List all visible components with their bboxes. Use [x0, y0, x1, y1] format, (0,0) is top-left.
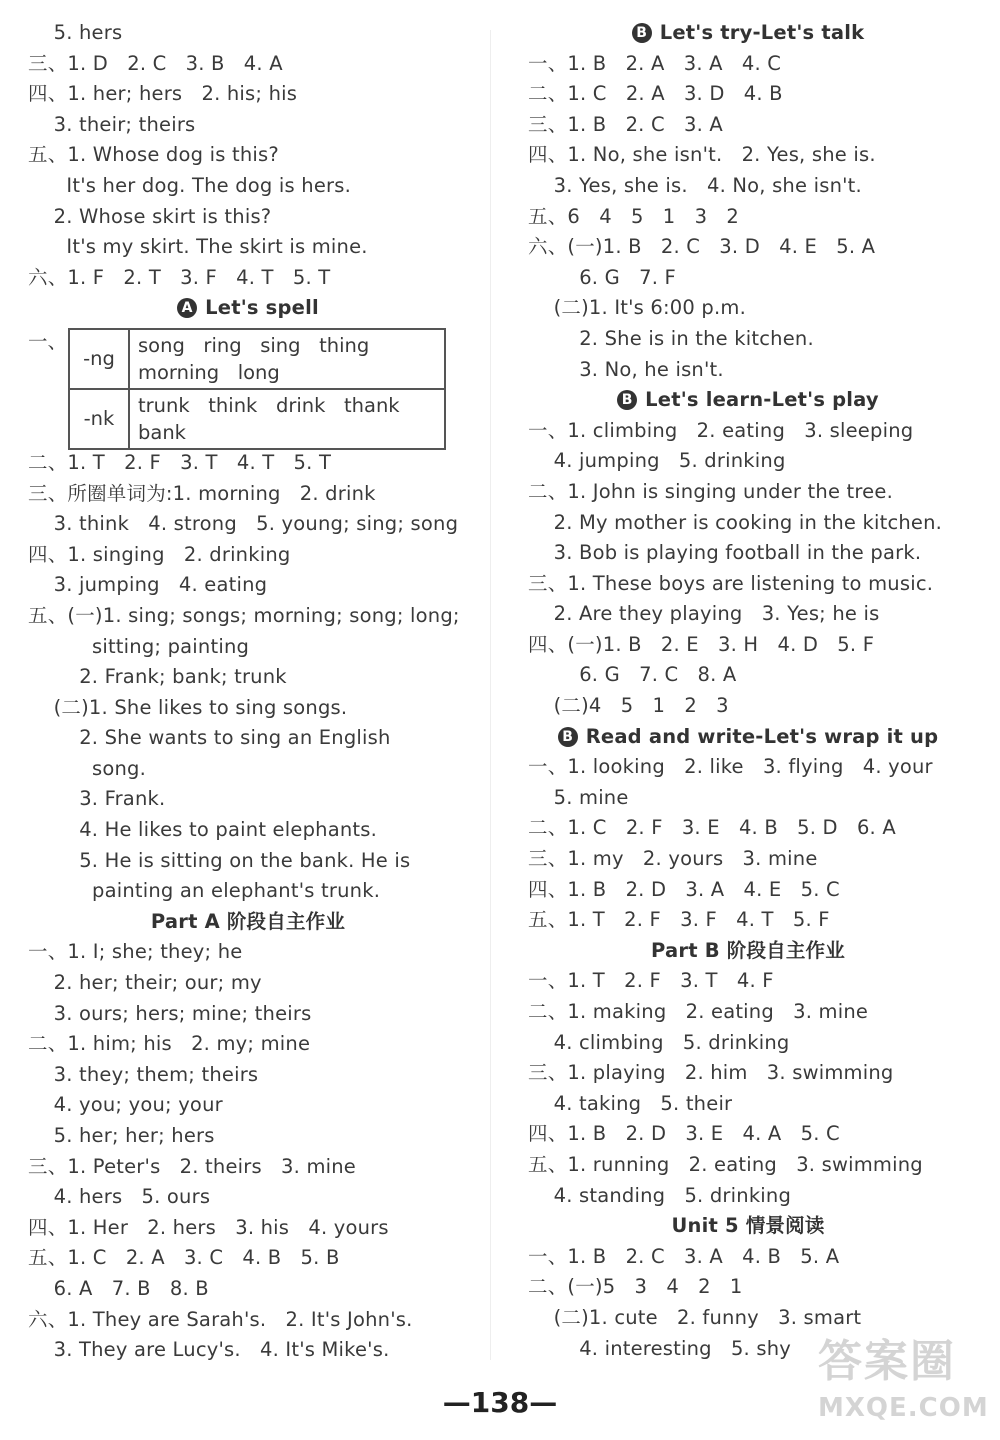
answer-line: 4. climbing 5. drinking — [528, 1030, 790, 1054]
answer-line: 二、1. him; his 2. my; mine — [28, 1032, 311, 1056]
answer-line: 五、1. Whose dog is this? — [28, 143, 279, 167]
answer-line: 3. their; theirs — [28, 112, 196, 136]
section-badge-icon: B — [632, 23, 652, 43]
answer-line: 2. Whose skirt is this? — [28, 204, 272, 228]
answer-line: 五、1. C 2. A 3. C 4. B 5. B — [28, 1246, 340, 1270]
answer-line: 3. they; them; theirs — [28, 1062, 259, 1086]
answer-line: 三、所圈单词为:1. morning 2. drink — [28, 481, 376, 505]
section-heading — [528, 385, 968, 416]
answer-line: 二、1. C 2. F 3. E 4. B 5. D 6. A — [528, 816, 896, 840]
answer-line: 六、1. F 2. T 3. F 4. T 5. T — [28, 265, 331, 289]
answer-line: song. — [28, 756, 147, 780]
answer-line: 二、1. John is singing under the tree. — [528, 479, 893, 503]
section-heading — [528, 18, 968, 49]
section-heading — [28, 293, 468, 324]
answer-line: 3. ours; hers; mine; theirs — [28, 1001, 312, 1025]
answer-line: 3. Frank. — [28, 787, 166, 811]
answer-line: 三、1. my 2. yours 3. mine — [528, 847, 818, 871]
answer-line: 一、1. B 2. C 3. A 4. B 5. A — [528, 1244, 840, 1268]
answer-line: 三、1. B 2. C 3. A — [528, 112, 723, 136]
answer-line: 4. standing 5. drinking — [528, 1183, 792, 1207]
answer-line: (二)1. cute 2. funny 3. smart — [528, 1305, 862, 1329]
answer-line: 一、1. climbing 2. eating 3. sleeping — [528, 418, 914, 442]
word-line: morning long — [138, 360, 280, 384]
section-heading — [528, 936, 968, 967]
answer-line: 三、1. These boys are listening to music. — [528, 571, 934, 595]
section-title: Unit 5 情景阅读 — [671, 1214, 825, 1238]
section-badge-icon: B — [558, 727, 578, 747]
table-row — [69, 389, 445, 449]
section-title: Part B 阶段自主作业 — [651, 938, 845, 962]
section-badge-icon: A — [177, 298, 197, 318]
watermark-logo — [818, 1334, 993, 1434]
answer-line: 二、(一)5 3 4 2 1 — [528, 1275, 743, 1299]
answer-line: 一、1. B 2. A 3. A 4. C — [528, 51, 782, 75]
answer-line: 四、1. her; hers 2. his; his — [28, 82, 298, 106]
answer-line: 一、1. looking 2. like 3. flying 4. your — [528, 755, 933, 779]
answer-line: 4. jumping 5. drinking — [528, 449, 786, 473]
answer-line: 五、(一)1. sing; songs; morning; song; long; — [28, 603, 460, 627]
spell-number: 一、 — [28, 329, 68, 353]
answer-line: 四、(一)1. B 2. E 3. H 4. D 5. F — [528, 632, 875, 656]
answer-line: 四、1. B 2. D 3. A 4. E 5. C — [528, 877, 840, 901]
answer-line: 二、1. C 2. A 3. D 4. B — [528, 82, 783, 106]
left-column — [28, 18, 468, 1366]
answer-line: 6. A 7. B 8. B — [28, 1276, 209, 1300]
words-cell — [129, 389, 445, 449]
answer-line: 3. think 4. strong 5. young; sing; song — [28, 512, 459, 536]
section-title: Part A 阶段自主作业 — [150, 909, 346, 933]
answer-line: 3. They are Lucy's. 4. It's Mike's. — [28, 1338, 390, 1362]
answer-line: 2. Are they playing 3. Yes; he is — [528, 602, 880, 626]
words-cell — [129, 329, 445, 389]
section-badge-icon: B — [617, 390, 637, 410]
answer-line: 三、1. D 2. C 3. B 4. A — [28, 51, 283, 75]
suffix-cell: -nk — [69, 389, 129, 449]
answer-line: 6. G 7. C 8. A — [528, 663, 737, 687]
answer-line: It's her dog. The dog is hers. — [28, 173, 352, 197]
section-title: Let's spell — [205, 296, 319, 320]
answer-line: 5. He is sitting on the bank. He is — [28, 848, 411, 872]
answer-line: 五、1. running 2. eating 3. swimming — [528, 1152, 923, 1176]
answer-line: 3. jumping 4. eating — [28, 573, 268, 597]
answer-line: 2. She is in the kitchen. — [528, 326, 814, 350]
answer-line: 5. her; her; hers — [28, 1124, 215, 1147]
page-number: —138— — [442, 1386, 558, 1419]
answer-line: 六、(一)1. B 2. C 3. D 4. E 5. A — [528, 235, 876, 259]
answer-line: painting an elephant's trunk. — [28, 879, 381, 903]
answer-line: (二)1. It's 6:00 p.m. — [528, 296, 746, 320]
answer-line: 6. G 7. F — [528, 265, 676, 289]
answer-line: 5. hers — [28, 21, 123, 44]
answer-line: 5. mine — [528, 785, 629, 809]
answer-line: 4. taking 5. their — [528, 1091, 733, 1115]
word-line: song ring sing thing — [138, 333, 370, 357]
answer-line: 2. Frank; bank; trunk — [28, 665, 287, 689]
answer-line: (二)1. She likes to sing songs. — [28, 695, 348, 719]
section-title: Read and write-Let's wrap it up — [585, 724, 939, 748]
answer-line: 三、1. Peter's 2. theirs 3. mine — [28, 1154, 357, 1178]
watermark-bottom: MXQE.COM — [818, 1393, 989, 1423]
column-divider — [490, 30, 491, 1360]
section-heading — [528, 722, 968, 753]
answer-line: 五、1. T 2. F 3. F 4. T 5. F — [528, 908, 830, 932]
answer-line: 一、1. I; she; they; he — [28, 940, 243, 964]
answer-line: 2. her; their; our; my — [28, 971, 262, 995]
answer-line: 四、1. Her 2. hers 3. his 4. yours — [28, 1215, 389, 1239]
answer-line: 二、1. making 2. eating 3. mine — [528, 1000, 869, 1023]
answer-line: 3. Bob is playing football in the park. — [528, 541, 922, 565]
answer-line: 3. Yes, she is. 4. No, she isn't. — [528, 173, 862, 197]
section-title: Let's try-Let's talk — [659, 21, 865, 44]
answer-line: 六、1. They are Sarah's. 2. It's John's. — [28, 1307, 413, 1331]
answer-line: 一、1. T 2. F 3. T 4. F — [528, 969, 774, 993]
word-line: bank — [138, 420, 186, 444]
answer-line: 4. He likes to paint elephants. — [28, 818, 378, 842]
answer-line: 4. you; you; your — [28, 1093, 223, 1117]
answer-line: 四、1. No, she isn't. 2. Yes, she is. — [528, 143, 876, 167]
table-row — [69, 329, 445, 389]
spell-block — [28, 324, 468, 448]
section-title: Let's learn-Let's play — [645, 388, 879, 412]
answer-line: 二、1. T 2. F 3. T 4. T 5. T — [28, 450, 332, 474]
answer-line: 三、1. playing 2. him 3. swimming — [528, 1061, 894, 1085]
right-column — [528, 18, 968, 1364]
answer-line: sitting; painting — [28, 634, 250, 658]
suffix-cell: -ng — [69, 329, 129, 389]
answer-line: It's my skirt. The skirt is mine. — [28, 235, 368, 259]
answer-line: 4. interesting 5. shy — [528, 1336, 792, 1360]
answer-line: 五、6 4 5 1 3 2 — [528, 204, 740, 228]
answer-line: (二)4 5 1 2 3 — [528, 694, 729, 718]
spell-table — [68, 328, 446, 450]
answer-line: 四、1. B 2. D 3. E 4. A 5. C — [528, 1122, 840, 1146]
answer-line: 2. She wants to sing an English — [28, 726, 391, 750]
word-line: trunk think drink thank — [138, 393, 400, 417]
section-heading — [528, 1211, 968, 1242]
watermark-top: 答案圈 — [818, 1336, 956, 1387]
answer-line: 2. My mother is cooking in the kitchen. — [528, 510, 943, 534]
answer-line: 四、1. singing 2. drinking — [28, 542, 291, 566]
answer-line: 4. hers 5. ours — [28, 1185, 211, 1209]
answer-line: 3. No, he isn't. — [528, 357, 724, 381]
section-heading — [28, 907, 468, 938]
